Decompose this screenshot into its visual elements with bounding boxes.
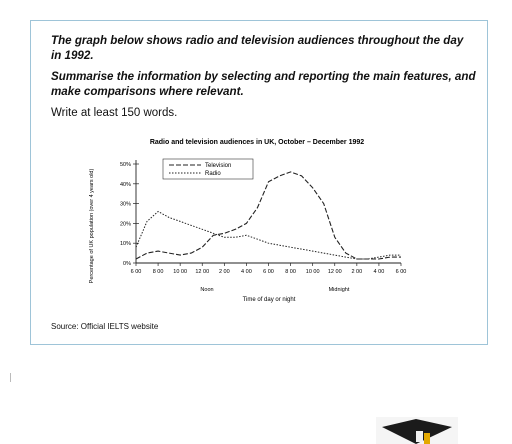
noon-label: Noon — [200, 287, 214, 293]
prompt-text-1: The graph below shows radio and television audiences throughout the day in 1992. — [51, 34, 464, 62]
x-tick-label: 10 00 — [305, 269, 320, 275]
series-line-television — [136, 172, 401, 259]
word-count-instruction: Write at least 150 words. — [51, 107, 178, 119]
x-tick-label: 8 00 — [152, 269, 164, 275]
y-tick-label: 10% — [119, 241, 131, 248]
midnight-label: Midnight — [328, 287, 350, 293]
x-tick-label: 6 00 — [395, 269, 407, 275]
x-tick-label: 12 00 — [195, 269, 210, 275]
x-tick-label: 2 00 — [218, 269, 230, 275]
text-cursor — [10, 373, 11, 382]
x-tick-label: 4 00 — [373, 269, 385, 275]
chart-title: Radio and television audiences in UK, October – December 1992 — [149, 139, 365, 146]
legend-label-television: Television — [205, 163, 232, 169]
prompt-text-2: Summarise the information by selecting and reporting the main features, and make comparisons where relevant. — [51, 70, 476, 98]
legend-label-radio: Radio — [205, 171, 221, 177]
y-tick-label: 0% — [123, 261, 131, 267]
chart-legend — [163, 159, 253, 179]
x-tick-label: 10 00 — [173, 269, 188, 275]
corner-widget[interactable] — [376, 417, 458, 444]
x-tick-label: 12 00 — [327, 269, 342, 275]
x-tick-label: 4 00 — [241, 269, 252, 275]
x-tick-label: 2 00 — [351, 269, 363, 275]
x-tick-label: 6 00 — [130, 269, 142, 275]
y-tick-label: 50% — [119, 162, 131, 168]
source-note: Source: Official IELTS website — [51, 322, 159, 331]
y-tick-label: 40% — [119, 181, 131, 188]
y-axis-label: Percentage of UK population (over 4 years old) — [89, 168, 95, 284]
audience-line-chart — [31, 21, 489, 321]
y-tick-label: 20% — [119, 221, 131, 228]
x-tick-label: 8 00 — [285, 269, 296, 275]
series-line-radio — [136, 212, 401, 260]
x-tick-label: 6 00 — [263, 269, 274, 275]
question-card — [30, 20, 488, 345]
x-axis-label: Time of day or night — [242, 297, 296, 303]
y-tick-label: 30% — [119, 201, 131, 208]
corner-widget-graphic — [376, 417, 458, 444]
